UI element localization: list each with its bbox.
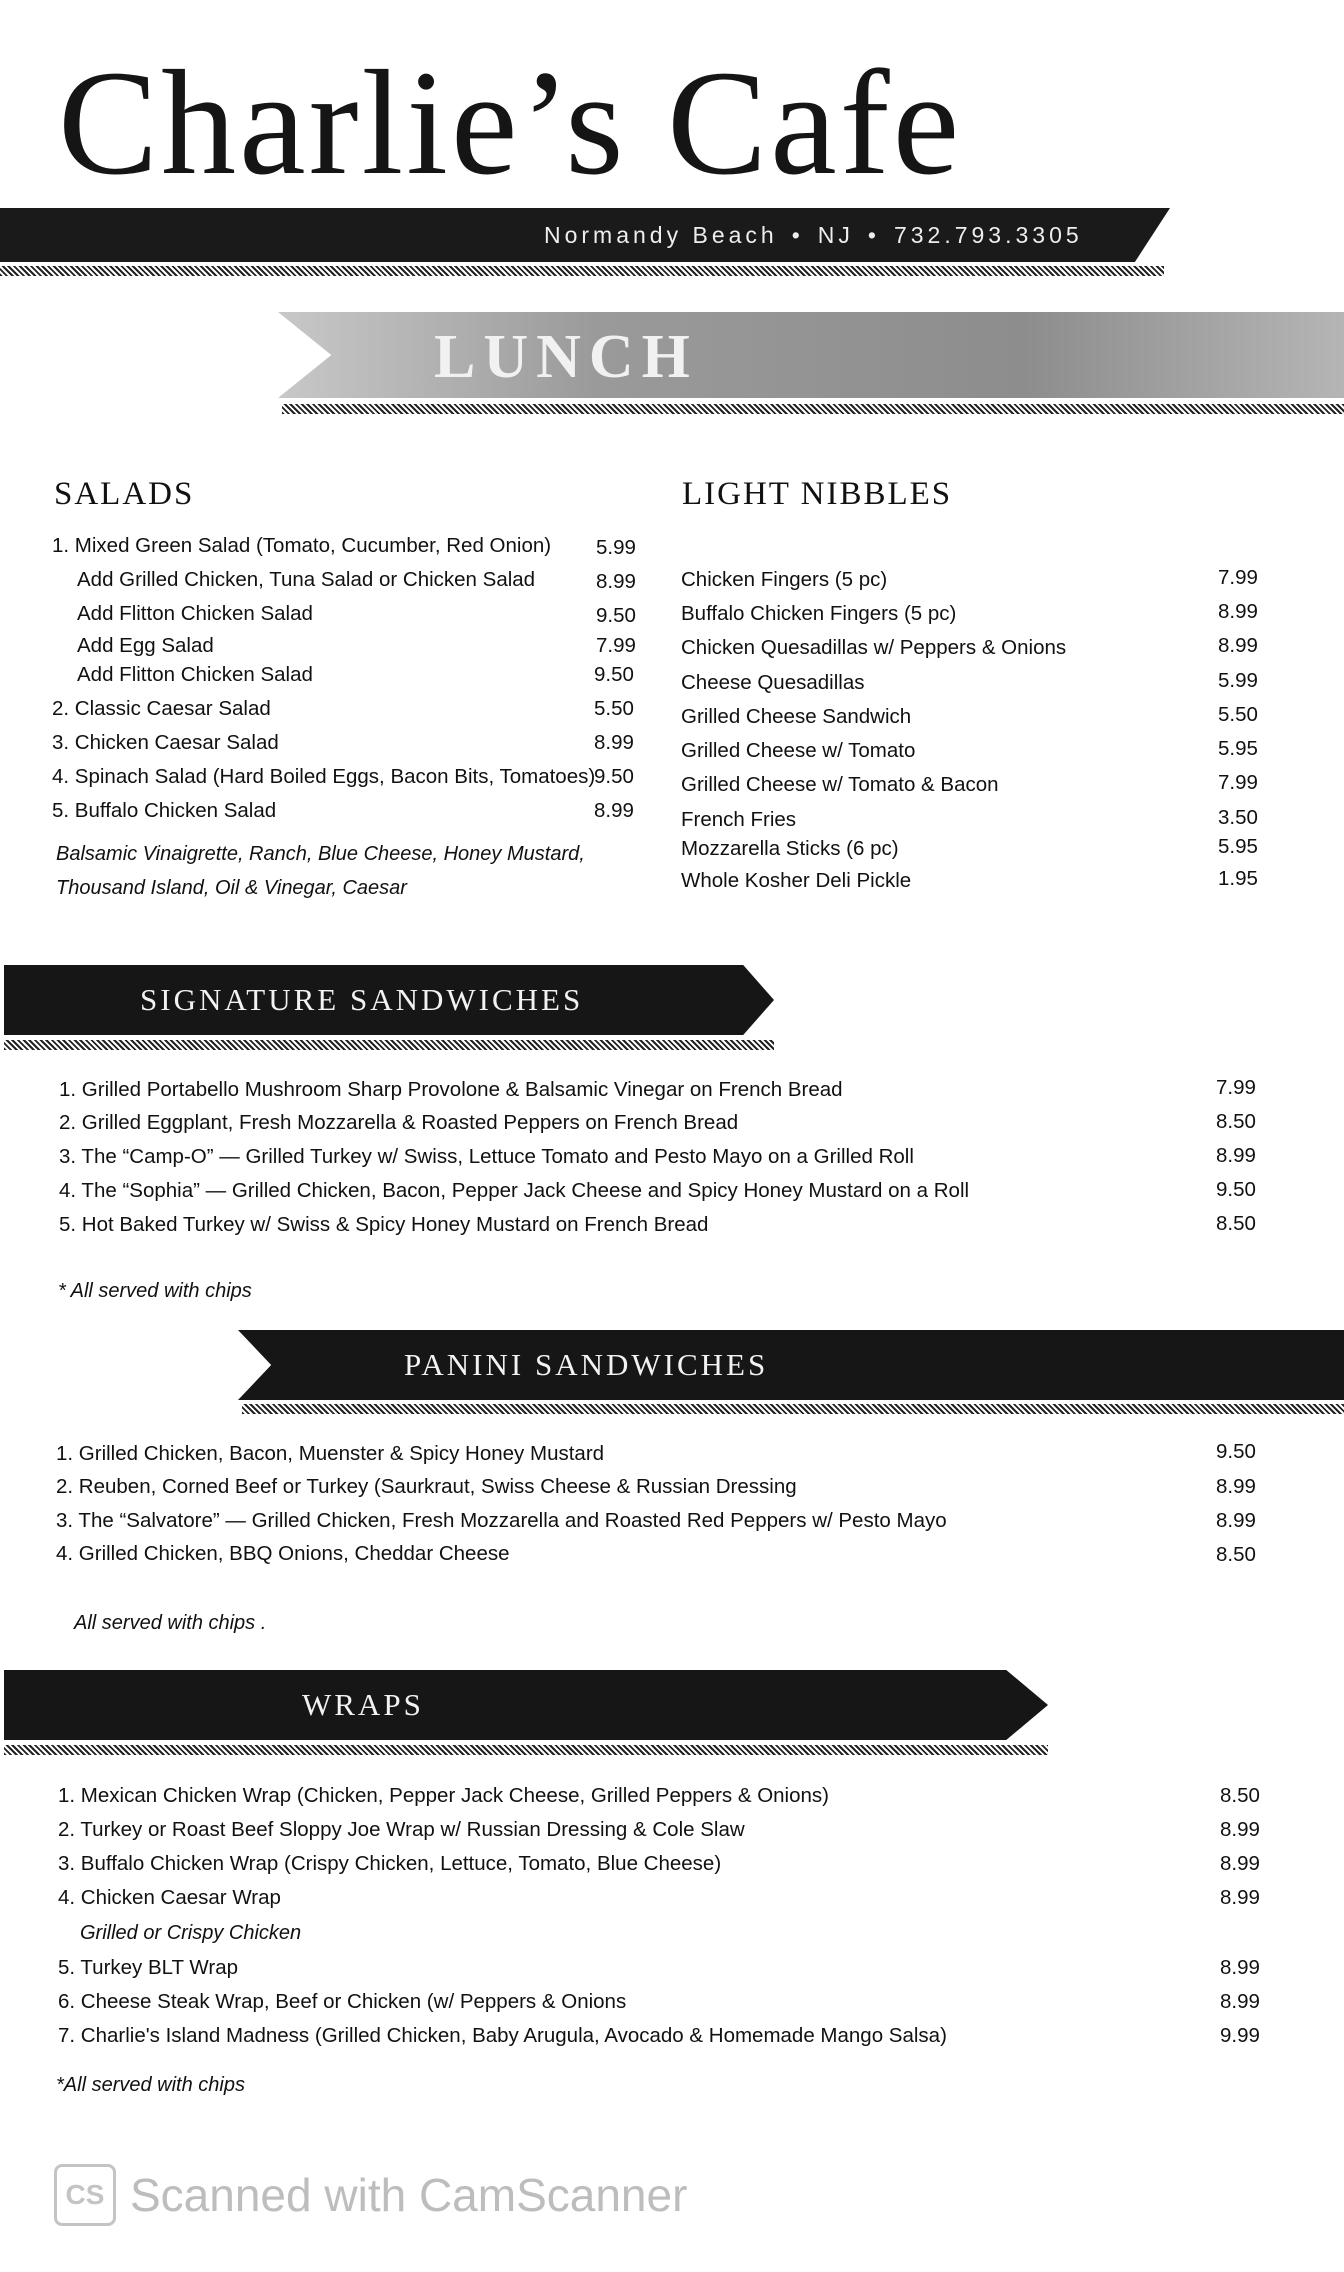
menu-item-name: Whole Kosher Deli Pickle: [681, 869, 912, 892]
menu-item-name: 5. Hot Baked Turkey w/ Swiss & Spicy Honey Mustard on French Bread: [59, 1213, 709, 1236]
menu-item-price: 8.99: [1218, 600, 1258, 623]
menu-item-price: 5.95: [1218, 835, 1258, 858]
menu-item-name: 1. Grilled Portabello Mushroom Sharp Provolone & Balsamic Vinegar on French Bread: [59, 1078, 843, 1101]
menu-item-price: 9.50: [1216, 1178, 1256, 1201]
menu-item-price: 8.99: [1216, 1144, 1256, 1167]
menu-item-name: 3. Chicken Caesar Salad: [52, 731, 279, 754]
menu-item-name: Buffalo Chicken Fingers (5 pc): [681, 602, 957, 625]
menu-item-price: 7.99: [596, 634, 636, 657]
lunch-label: LUNCH: [434, 323, 698, 391]
menu-item-price: 8.50: [1216, 1212, 1256, 1235]
menu-item-price: 8.99: [596, 570, 636, 593]
dressings-note: Thousand Island, Oil & Vinegar, Caesar: [56, 877, 407, 899]
chips-note: *All served with chips: [56, 2074, 245, 2096]
contact-info: [544, 222, 1083, 249]
menu-item-name: Chicken Quesadillas w/ Peppers & Onions: [681, 636, 1067, 659]
menu-item-price: 5.99: [1218, 669, 1258, 692]
menu-item-name: Add Flitton Chicken Salad: [77, 602, 313, 625]
cafe-title: Charlie’s Cafe: [58, 40, 963, 206]
menu-item-price: 9.50: [1216, 1440, 1256, 1463]
menu-item-name: 2. Turkey or Roast Beef Sloppy Joe Wrap w/ Russian Dressing & Cole Slaw: [58, 1818, 745, 1841]
menu-item-price: 5.50: [1218, 703, 1258, 726]
menu-item-name: 4. Grilled Chicken, BBQ Onions, Cheddar Cheese: [56, 1542, 510, 1565]
menu-item-price: 8.99: [1220, 1818, 1260, 1841]
menu-item-price: 8.50: [1216, 1110, 1256, 1133]
menu-item-name: 4. The “Sophia” — Grilled Chicken, Bacon, Pepper Jack Cheese and Spicy Honey Mustard on a Roll: [59, 1179, 970, 1202]
hatch-divider: [4, 1040, 774, 1050]
menu-item-price: 8.99: [1220, 1886, 1260, 1909]
menu-item-price: 9.50: [594, 765, 634, 788]
phone-text: 732.793.3305: [893, 222, 1083, 248]
menu-item-price: 8.99: [1218, 634, 1258, 657]
signature-heading: SIGNATURE SANDWICHES: [140, 982, 584, 1017]
menu-item-name: Add Grilled Chicken, Tuna Salad or Chicken Salad: [77, 568, 536, 591]
hatch-divider: [282, 404, 1344, 414]
menu-item-name: 4. Spinach Salad (Hard Boiled Eggs, Bacon Bits, Tomatoes): [52, 765, 596, 788]
menu-item-name: 1. Mixed Green Salad (Tomato, Cucumber, Red Onion): [52, 534, 552, 557]
wrap-option-note: Grilled or Crispy Chicken: [80, 1922, 302, 1944]
separator-dot: •: [867, 222, 880, 248]
menu-item-price: 8.99: [1220, 1852, 1260, 1875]
hatch-divider: [242, 1404, 1344, 1414]
menu-item-name: 2. Grilled Eggplant, Fresh Mozzarella & Roasted Peppers on French Bread: [59, 1111, 739, 1134]
menu-item-name: Add Egg Salad: [77, 634, 214, 657]
menu-item-name: Grilled Cheese w/ Tomato & Bacon: [681, 773, 999, 796]
nibbles-heading: LIGHT NIBBLES: [682, 476, 953, 512]
hatch-divider: [0, 266, 1164, 276]
menu-item-name: 4. Chicken Caesar Wrap: [58, 1886, 281, 1909]
menu-item-price: 8.99: [594, 799, 634, 822]
menu-item-name: 2. Reuben, Corned Beef or Turkey (Saurkraut, Swiss Cheese & Russian Dressing: [56, 1475, 797, 1498]
menu-item-name: 3. The “Camp-O” — Grilled Turkey w/ Swiss, Lettuce Tomato and Pesto Mayo on a Grilled Roll: [59, 1145, 914, 1168]
menu-item-name: Grilled Cheese Sandwich: [681, 705, 912, 728]
menu-item-name: 3. Buffalo Chicken Wrap (Crispy Chicken, Lettuce, Tomato, Blue Cheese): [58, 1852, 722, 1875]
menu-item-price: 8.99: [1216, 1475, 1256, 1498]
chips-note: * All served with chips: [58, 1280, 252, 1302]
hatch-divider: [4, 1745, 1048, 1755]
menu-item-name: 3. The “Salvatore” — Grilled Chicken, Fresh Mozzarella and Roasted Red Peppers w/ Pesto Mayo: [56, 1509, 947, 1532]
menu-item-price: 8.50: [1220, 1784, 1260, 1807]
menu-item-price: 9.50: [594, 663, 634, 686]
state-text: NJ: [817, 222, 854, 248]
menu-item-name: 1. Mexican Chicken Wrap (Chicken, Pepper Jack Cheese, Grilled Peppers & Onions): [58, 1784, 829, 1807]
menu-item-price: 5.99: [596, 536, 636, 559]
menu-item-price: 8.99: [594, 731, 634, 754]
menu-item-name: Grilled Cheese w/ Tomato: [681, 739, 916, 762]
menu-item-price: 8.99: [1216, 1509, 1256, 1532]
separator-dot: •: [791, 222, 804, 248]
menu-item-name: Mozzarella Sticks (6 pc): [681, 837, 899, 860]
location-text: Normandy Beach: [544, 222, 778, 248]
menu-item-name: 7. Charlie's Island Madness (Grilled Chicken, Baby Arugula, Avocado & Homemade Mango Salsa): [58, 2024, 947, 2047]
camscanner-logo-icon: CS: [54, 2164, 116, 2226]
menu-item-price: 9.50: [596, 604, 636, 627]
menu-item-price: 8.99: [1220, 1956, 1260, 1979]
menu-item-name: Chicken Fingers (5 pc): [681, 568, 888, 591]
menu-item-name: 2. Classic Caesar Salad: [52, 697, 271, 720]
menu-item-price: 1.95: [1218, 867, 1258, 890]
chips-note: All served with chips .: [74, 1612, 267, 1634]
menu-item-name: 5. Buffalo Chicken Salad: [52, 799, 277, 822]
wraps-heading: WRAPS: [302, 1687, 424, 1722]
menu-item-name: 1. Grilled Chicken, Bacon, Muenster & Spicy Honey Mustard: [56, 1442, 605, 1465]
menu-item-price: 9.99: [1220, 2024, 1260, 2047]
panini-heading: PANINI SANDWICHES: [404, 1347, 769, 1382]
menu-item-price: 5.50: [594, 697, 634, 720]
menu-item-price: 7.99: [1216, 1076, 1256, 1099]
menu-item-name: Cheese Quesadillas: [681, 671, 865, 694]
menu-item-name: French Fries: [681, 808, 797, 831]
dressings-note: Balsamic Vinaigrette, Ranch, Blue Cheese, Honey Mustard,: [56, 843, 585, 865]
menu-item-price: 8.50: [1216, 1543, 1256, 1566]
wraps-banner: [4, 1670, 1048, 1740]
menu-item-price: 7.99: [1218, 566, 1258, 589]
menu-item-name: 5. Turkey BLT Wrap: [58, 1956, 239, 1979]
menu-item-name: 6. Cheese Steak Wrap, Beef or Chicken (w/ Peppers & Onions: [58, 1990, 627, 2013]
salads-heading: SALADS: [54, 476, 195, 512]
menu-item-price: 3.50: [1218, 806, 1258, 829]
camscanner-watermark: [54, 2164, 687, 2226]
menu-item-price: 5.95: [1218, 737, 1258, 760]
menu-item-name: Add Flitton Chicken Salad: [77, 663, 313, 686]
watermark-text: Scanned with CamScanner: [130, 2169, 688, 2221]
menu-item-price: 8.99: [1220, 1990, 1260, 2013]
menu-item-price: 7.99: [1218, 771, 1258, 794]
